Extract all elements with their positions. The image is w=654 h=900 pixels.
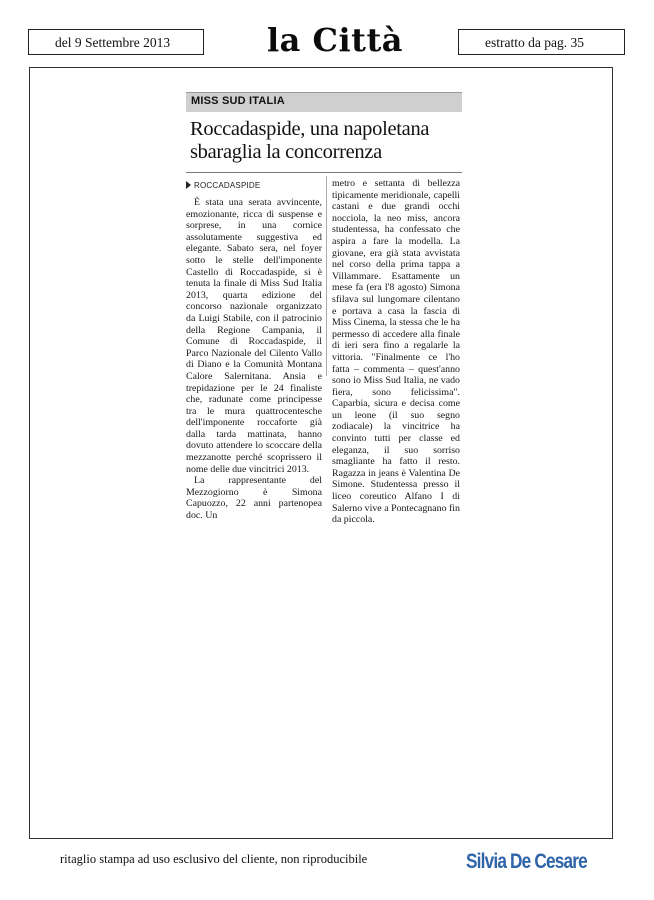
masthead-logo: la Città <box>267 21 403 59</box>
page-reference-box <box>458 29 625 55</box>
section-label: MISS SUD ITALIA <box>191 95 285 107</box>
footer-note: ritaglio stampa ad uso esclusivo del cliente, non riproducibile <box>60 852 368 866</box>
paragraph: metro e settanta di bellezza tipicamente meridionale, capelli castani e due grandi occhi nocciola, la neo miss, ancora studentessa, ha confessato che aspira a fare la modella. La giovane, era già stata avvistata nel corso della prima tappa a Villammare. Esattamente un mese fa (era l'8 agosto) Simona sfilava sul lungomare cilentano e portava a casa la fascia di Miss Cinema, la stessa che le ha permesso di accedere alla finale di ieri sera fino a regalarle la vittoria. "Finalmente ce l'ho fatta – commenta – quest'anno sono io Miss Sud Italia, ne vado fiera, sono felicissima". Caparbia, sicura e decisa come un leone (il suo segno zodiacale) la vincitrice ha convinto tutti per classe ed eleganza, il suo sorriso smagliante ha fatto il resto. Ragazza in jeans è Valentina De Simone. Studentessa presso il liceo coreutico Alfano I di Salerno vive a Pontecagnano fin da piccola. <box>332 178 460 526</box>
article-column-1 <box>186 197 322 522</box>
agency-signature: Silvia De Cesare <box>466 850 587 873</box>
issue-date: del 9 Settembre 2013 <box>55 35 171 50</box>
triangle-marker-icon <box>186 181 191 189</box>
headline: Roccadaspide, una napoletana sbaraglia la concorrenza <box>190 118 430 163</box>
dateline-text: ROCCADASPIDE <box>194 181 261 190</box>
article-column-2 <box>332 178 460 526</box>
section-bar <box>186 92 462 112</box>
page-reference: estratto da pag. 35 <box>485 35 584 50</box>
date-box <box>28 29 204 55</box>
paragraph: È stata una serata avvincente, emozionante, ricca di suspense e sorprese, in una cornice assolutamente suggestiva ed elegante. Sabato sera, nel foyer sotto le stelle dell'imponente Castello di Roccadaspide, si è tenuta la finale di Miss Sud Italia 2013, quarta edizione del concorso nazionale organizzato da Luigi Stabile, con il patrocinio della Regione Campania, il Comune di Roccadaspide, il Parco Nazionale del Cilento Vallo di Diano e la Comunità Montana Calore Salernitana. Ansia e trepidazione per le 24 finaliste che, radunate come principesse tra le mura quattrocentesche dell'imponente roccaforte già dalla tarda mattinata, hanno dovuto attendere lo scoccare della mezzanotte perché scoprissero il nome delle due vincitrici 2013. <box>186 197 322 475</box>
column-divider <box>326 176 327 376</box>
article <box>186 90 462 526</box>
paragraph: La rappresentante del Mezzogiorno è Simona Capuozzo, 22 anni partenopea doc. Un <box>186 475 322 522</box>
dateline <box>186 181 260 190</box>
headline-rule <box>186 172 462 173</box>
